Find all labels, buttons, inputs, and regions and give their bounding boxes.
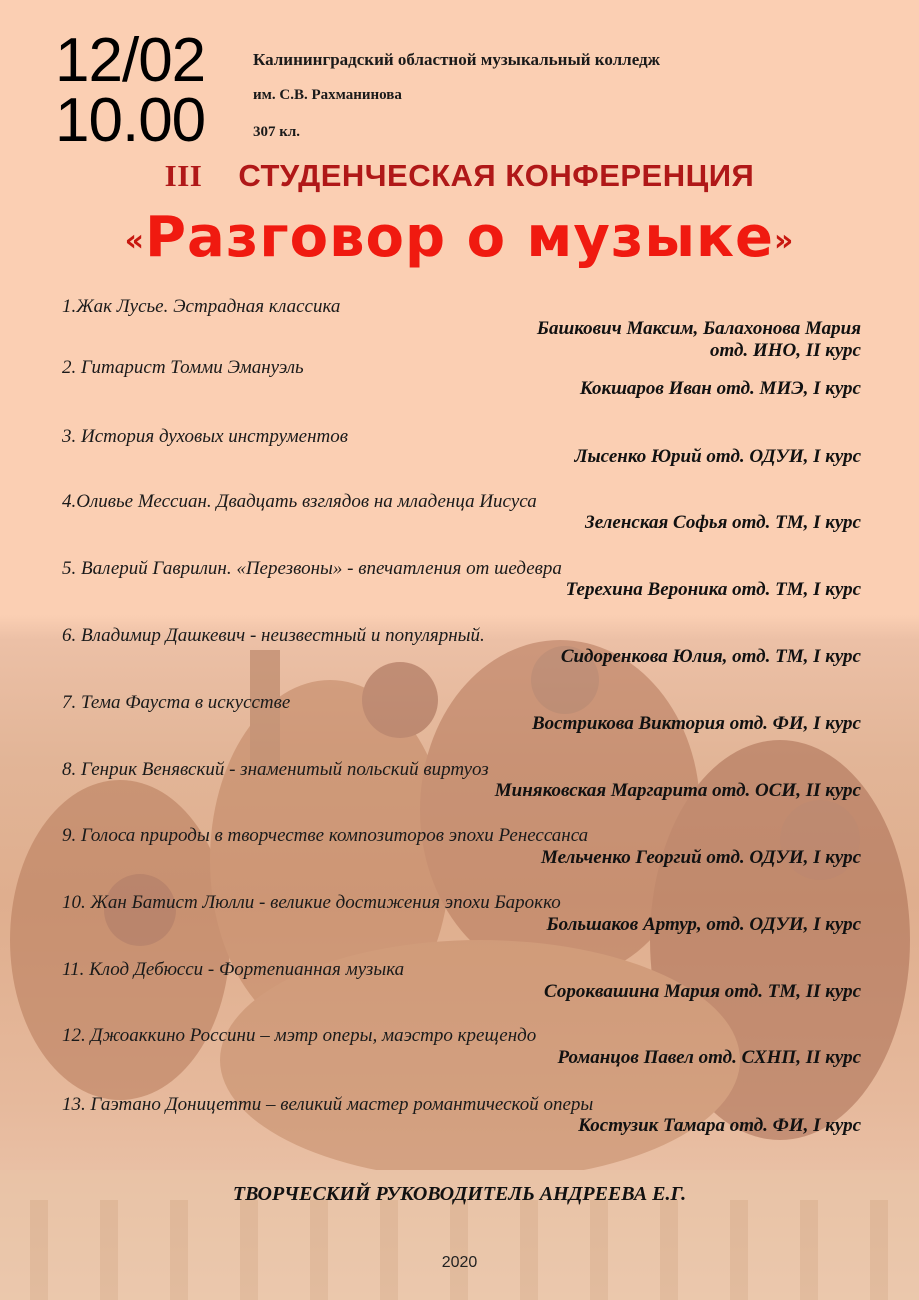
talk-author: Мельченко Георгий отд. ОДУИ, I курс (541, 847, 861, 868)
talk-title: 13. Гаэтано Доницетти – великий мастер романтической оперы (62, 1094, 594, 1115)
creative-supervisor: ТВОРЧЕСКИЙ РУКОВОДИТЕЛЬ АНДРЕЕВА Е.Г. (232, 1183, 687, 1205)
college-name: Калининградский областной музыкальный колледж (253, 50, 660, 69)
talk-author: Большаков Артур, отд. ОДУИ, I курс (546, 914, 861, 935)
room-number: 307 кл. (253, 124, 301, 140)
event-time: 10.00 (55, 86, 206, 155)
talk-title: 8. Генрик Венявский - знаменитый польский виртуоз (62, 759, 489, 780)
venue-info (253, 50, 660, 161)
talk-title: 12. Джоаккино Россини – мэтр оперы, маэстро крещендо (62, 1025, 537, 1046)
college-named-after: им. С.В. Рахманинова (253, 87, 402, 103)
talk-author: Сороквашина Мария отд. ТМ, II курс (544, 981, 861, 1002)
talk-author: Романцов Павел отд. СХНП, II курс (557, 1047, 861, 1068)
talk-title: 6. Владимир Дашкевич - неизвестный и популярный. (62, 625, 485, 646)
talk-title: 7. Тема Фауста в искусстве (62, 692, 291, 713)
headline-text: Разговор о музыке (144, 205, 774, 270)
event-datetime (55, 26, 206, 155)
talk-author: Лысенко Юрий отд. ОДУИ, I курс (574, 446, 861, 467)
conference-number: III (164, 158, 203, 193)
talk-title: 1.Жак Лусье. Эстрадная классика (62, 296, 341, 317)
talk-author: Миняковская Маргарита отд. ОСИ, II курс (494, 780, 861, 801)
conference-headline (0, 205, 919, 270)
conference-name: СТУДЕНЧЕСКАЯ КОНФЕРЕНЦИЯ (238, 158, 755, 193)
talk-author: Костузик Тамара отд. ФИ, I курс (578, 1115, 861, 1136)
talk-author: Вострикова Виктория отд. ФИ, I курс (532, 713, 861, 734)
talk-title: 10. Жан Батист Люлли - великие достижения эпохи Барокко (62, 892, 561, 913)
talk-author-dept: отд. ИНО, II курс (709, 340, 861, 361)
talk-title: 4.Оливье Мессиан. Двадцать взглядов на младенца Иисуса (62, 491, 537, 512)
talk-title: 2. Гитарист Томми Эмануэль (62, 357, 304, 378)
talk-author: Терехина Вероника отд. ТМ, I курс (565, 579, 861, 600)
talk-title: 11. Клод Дебюсси - Фортепианная музыка (62, 959, 405, 980)
conference-title (0, 158, 919, 194)
talk-title: 5. Валерий Гаврилин. «Перезвоны» - впечатления от шедевра (62, 558, 562, 579)
year: 2020 (441, 1254, 478, 1271)
talk-author: Кокшаров Иван отд. МИЭ, I курс (579, 378, 861, 399)
talk-author: Зеленская Софья отд. ТМ, I курс (585, 512, 861, 533)
talk-title: 3. История духовых инструментов (62, 426, 349, 447)
quote-close: » (774, 223, 795, 259)
talk-author: Сидоренкова Юлия, отд. ТМ, I курс (560, 646, 861, 667)
talk-author: Башкович Максим, Балахонова Мария (536, 318, 861, 339)
talk-title: 9. Голоса природы в творчестве композиторов эпохи Ренессанса (62, 825, 589, 846)
quote-open: « (124, 223, 145, 259)
event-date: 12/02 (55, 26, 206, 95)
